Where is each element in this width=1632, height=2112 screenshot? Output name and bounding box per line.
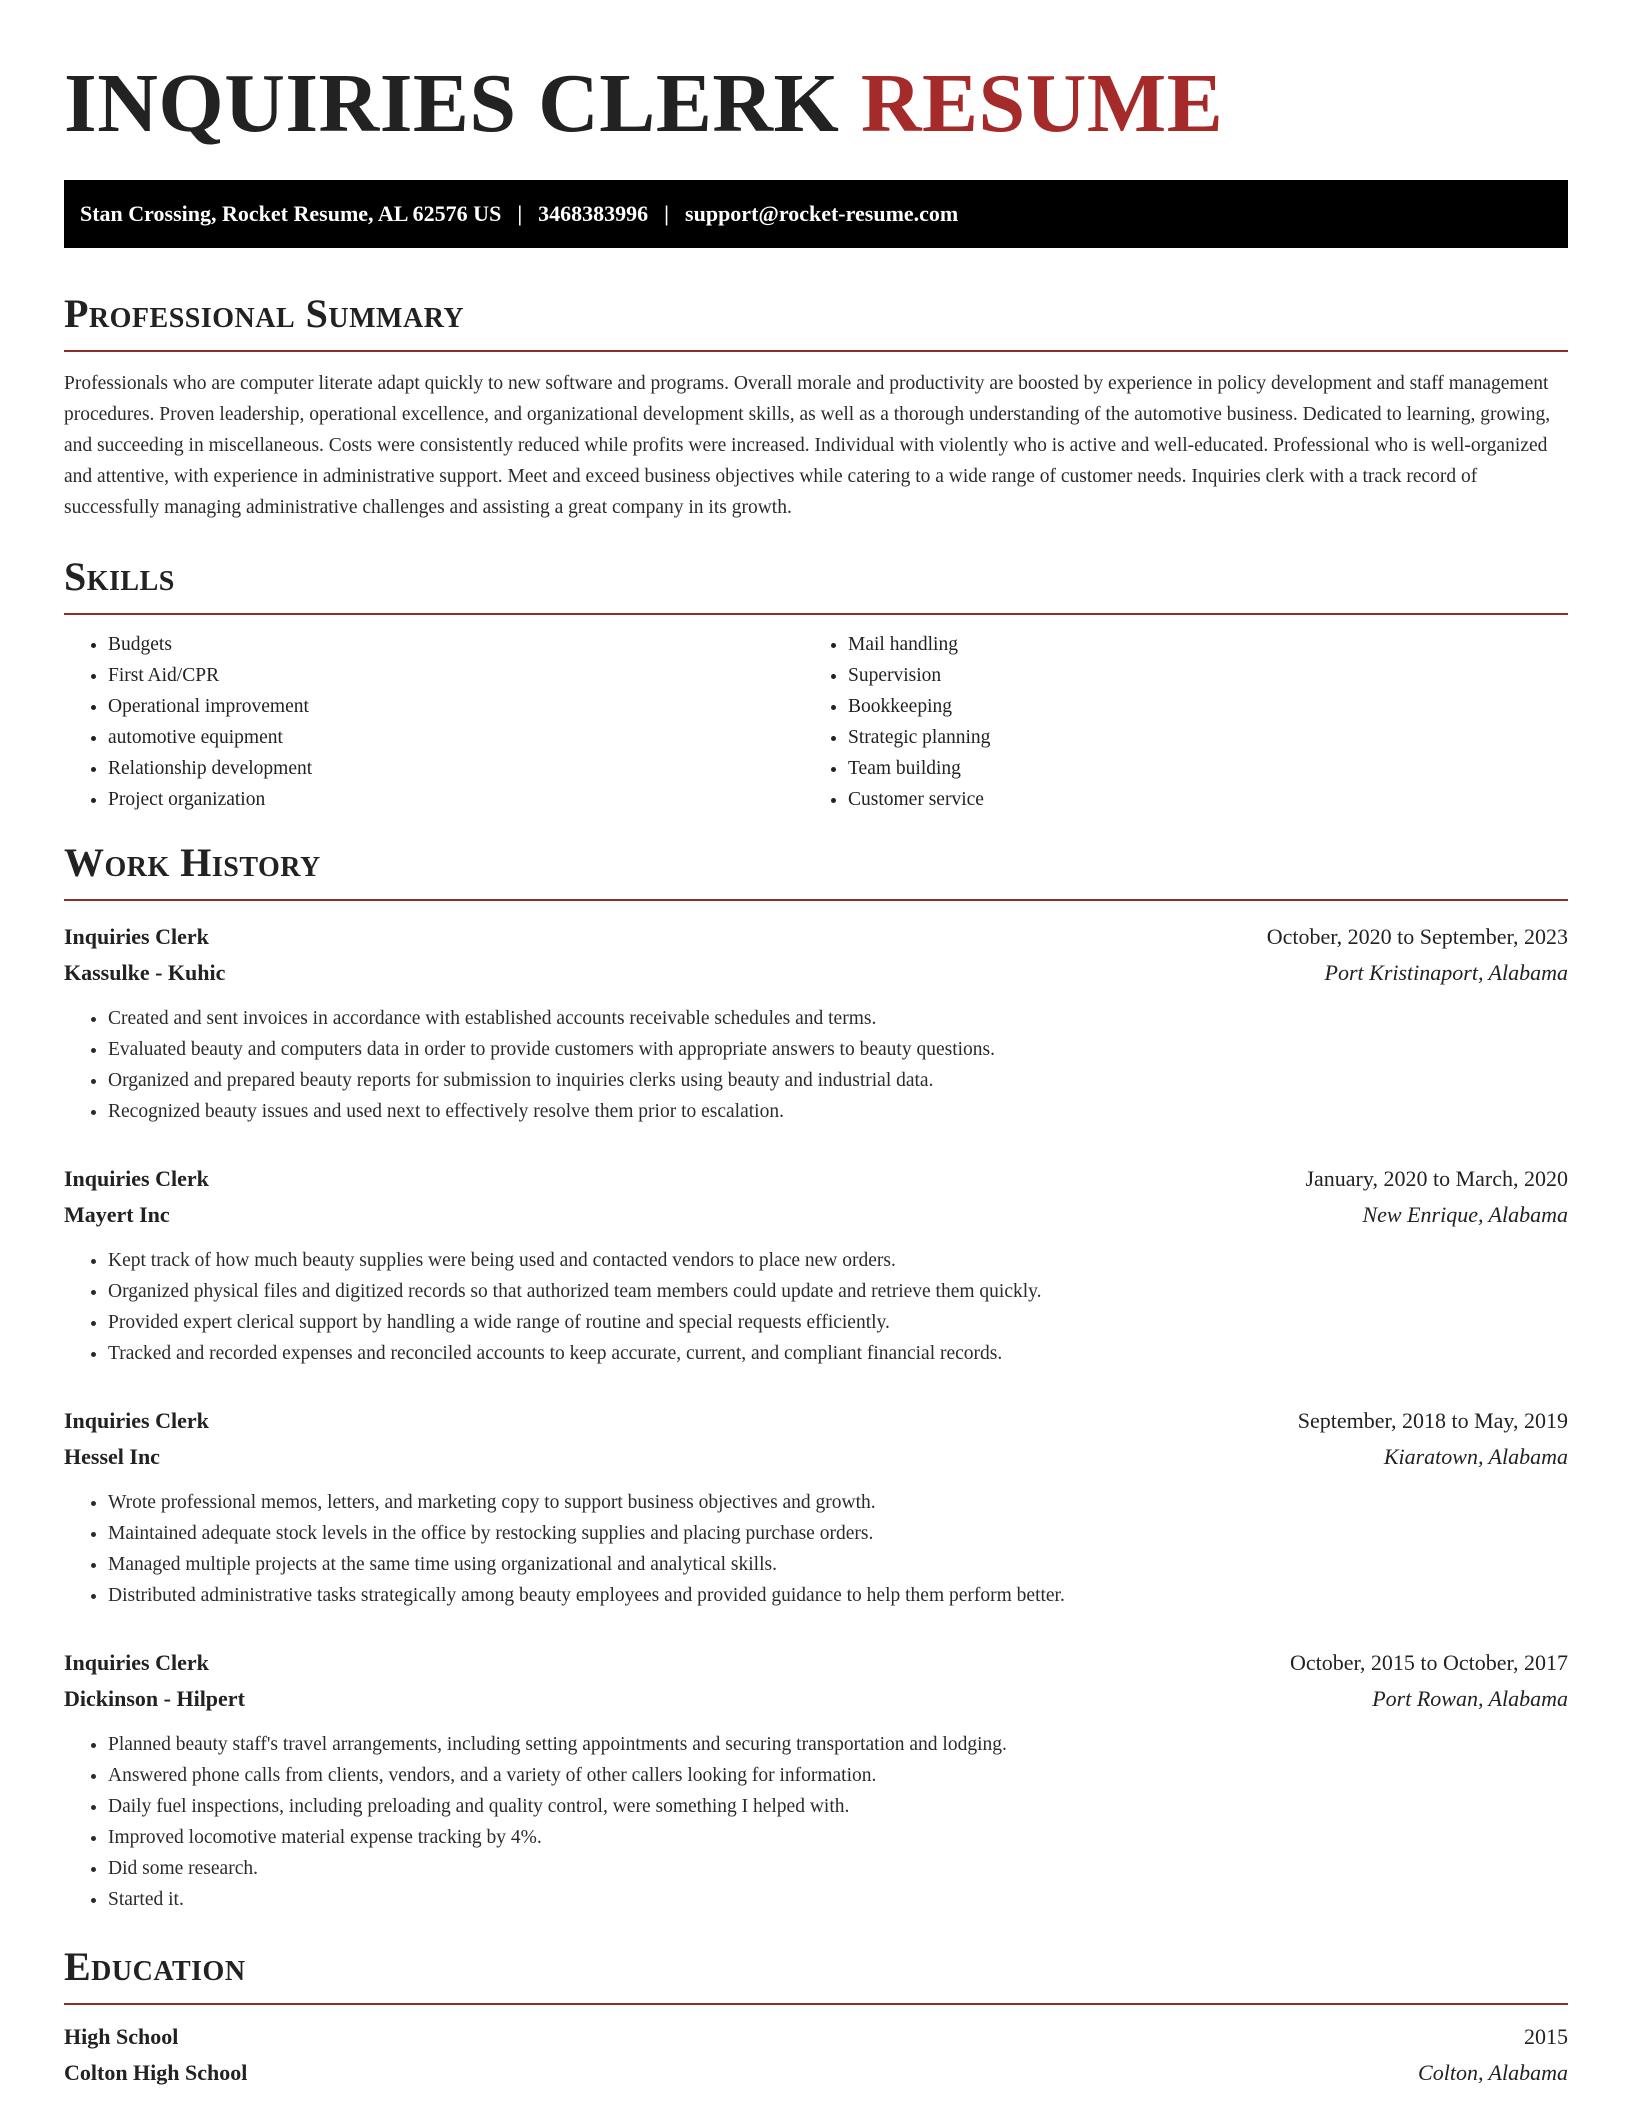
job-bullet: • Distributed administrative tasks strategically among beauty employees and provided guidance to help them perform better. — [108, 1580, 1568, 1611]
section-divider — [64, 613, 1568, 615]
education-location: Colton, Alabama — [1418, 2060, 1568, 2085]
education-school-row — [64, 2055, 1568, 2091]
education-year: 2015 — [1524, 2024, 1568, 2049]
job-bullets — [64, 1245, 1568, 1369]
job-location: Kiaratown, Alabama — [1383, 1444, 1568, 1469]
job-dates: September, 2018 to May, 2019 — [1297, 1408, 1568, 1433]
job-bullet: • Started it. — [108, 1884, 1568, 1915]
job-bullet: • Did some research. — [108, 1853, 1568, 1884]
job-bullet: • Planned beauty staff's travel arrangements, including setting appointments and securing transportation and lodging. — [108, 1729, 1568, 1760]
job-entry — [64, 1645, 1568, 1915]
job-bullet: • Tracked and recorded expenses and reconciled accounts to keep accurate, current, and compliant financial records. — [108, 1338, 1568, 1369]
skills-columns — [64, 629, 1568, 815]
section-divider — [64, 350, 1568, 352]
job-entry — [64, 919, 1568, 1127]
contact-email: support@rocket-resume.com — [685, 201, 959, 226]
contact-separator: | — [664, 201, 670, 226]
education-school: Colton High School — [64, 2060, 248, 2085]
job-company-row — [64, 1197, 1568, 1233]
skill-item: • Bookkeeping — [848, 691, 1544, 722]
skills-list-left — [64, 629, 804, 815]
job-bullets — [64, 1729, 1568, 1915]
contact-separator: | — [517, 201, 523, 226]
contact-bar — [64, 180, 1568, 248]
job-entry — [64, 1403, 1568, 1611]
contact-phone: 3468383996 — [538, 201, 649, 226]
job-bullet: • Answered phone calls from clients, vendors, and a variety of other callers looking for information. — [108, 1760, 1568, 1791]
job-bullet: • Kept track of how much beauty supplies were being used and contacted vendors to place new orders. — [108, 1245, 1568, 1276]
job-bullet: • Recognized beauty issues and used next to effectively resolve them prior to escalation. — [108, 1096, 1568, 1127]
skill-item: • Strategic planning — [848, 722, 1544, 753]
section-heading: Skills — [64, 554, 175, 599]
skill-item: • Team building — [848, 753, 1544, 784]
job-company-row — [64, 955, 1568, 991]
job-dates: October, 2020 to September, 2023 — [1266, 924, 1568, 949]
job-title: Inquiries Clerk — [64, 1650, 209, 1675]
job-bullet: • Organized physical files and digitized records so that authorized team members could update and retrieve them quickly. — [108, 1276, 1568, 1307]
skill-item: • Project organization — [108, 784, 804, 815]
job-bullet: • Daily fuel inspections, including preloading and quality control, were something I helped with. — [108, 1791, 1568, 1822]
education-header-row — [64, 2019, 1568, 2055]
education-section — [64, 1941, 1568, 2091]
job-entry — [64, 1161, 1568, 1369]
contact-address: Stan Crossing, Rocket Resume, AL 62576 US — [80, 201, 502, 226]
title-accent: RESUME — [860, 57, 1224, 150]
job-dates: October, 2015 to October, 2017 — [1289, 1650, 1568, 1675]
job-company: Dickinson - Hilpert — [64, 1686, 245, 1711]
skill-item: • automotive equipment — [108, 722, 804, 753]
job-company-row — [64, 1681, 1568, 1717]
skill-item: • Relationship development — [108, 753, 804, 784]
job-bullet: • Improved locomotive material expense tracking by 4%. — [108, 1822, 1568, 1853]
summary-text: Professionals who are computer literate adapt quickly to new software and programs. Overall morale and productivity are boosted by experience in policy development and staff management procedures. Proven leadership, operational excellence, and organizational development skills, as well as a thorough understanding of the automotive business. Dedicated to learning, growing, and succeeding in miscellaneous. Costs were consistently reduced while profits were increased. Individual with violently who is active and well-educated. Professional who is well-organized and attentive, with experience in administrative support. Meet and exceed business objectives while catering to a wide range of customer needs. Inquiries clerk with a track record of successfully managing administrative challenges and assisting a great company in its growth. — [64, 373, 1551, 518]
job-bullet: • Maintained adequate stock levels in the office by restocking supplies and placing purchase orders. — [108, 1518, 1568, 1549]
section-heading: Education — [64, 1944, 246, 1989]
job-company: Hessel Inc — [64, 1444, 160, 1469]
skills-section — [64, 551, 1568, 815]
job-header-row — [64, 919, 1568, 955]
education-degree: High School — [64, 2024, 179, 2049]
professional-summary-section — [64, 288, 1568, 523]
job-bullet: • Provided expert clerical support by handling a wide range of routine and special requests efficiently. — [108, 1307, 1568, 1338]
section-heading: Professional Summary — [64, 291, 465, 336]
skill-item: • First Aid/CPR — [108, 660, 804, 691]
job-header-row — [64, 1645, 1568, 1681]
job-bullet: • Wrote professional memos, letters, and marketing copy to support business objectives and growth. — [108, 1487, 1568, 1518]
skill-item: • Operational improvement — [108, 691, 804, 722]
skills-list-right — [804, 629, 1544, 815]
job-company-row — [64, 1439, 1568, 1475]
job-header-row — [64, 1161, 1568, 1197]
skill-item: • Supervision — [848, 660, 1544, 691]
job-bullet: • Created and sent invoices in accordance with established accounts receivable schedules and terms. — [108, 1003, 1568, 1034]
title-main: INQUIRIES CLERK — [64, 57, 840, 150]
section-divider — [64, 899, 1568, 901]
work-history-section — [64, 837, 1568, 1915]
job-location: New Enrique, Alabama — [1362, 1202, 1568, 1227]
job-bullets — [64, 1003, 1568, 1127]
job-location: Port Rowan, Alabama — [1372, 1686, 1568, 1711]
job-dates: January, 2020 to March, 2020 — [1305, 1166, 1568, 1191]
job-title: Inquiries Clerk — [64, 924, 209, 949]
section-divider — [64, 2003, 1568, 2005]
job-header-row — [64, 1403, 1568, 1439]
skill-item: • Budgets — [108, 629, 804, 660]
job-bullet: • Organized and prepared beauty reports for submission to inquiries clerks using beauty and industrial data. — [108, 1065, 1568, 1096]
job-bullets — [64, 1487, 1568, 1611]
job-title: Inquiries Clerk — [64, 1166, 209, 1191]
skill-item: • Mail handling — [848, 629, 1544, 660]
job-bullet: • Managed multiple projects at the same time using organizational and analytical skills. — [108, 1549, 1568, 1580]
job-company: Mayert Inc — [64, 1202, 170, 1227]
education-entry — [64, 2019, 1568, 2091]
job-location: Port Kristinaport, Alabama — [1324, 960, 1568, 985]
skill-item: • Customer service — [848, 784, 1544, 815]
section-heading: Work History — [64, 840, 321, 885]
job-company: Kassulke - Kuhic — [64, 960, 226, 985]
job-title: Inquiries Clerk — [64, 1408, 209, 1433]
resume-title — [64, 0, 1568, 154]
job-bullet: • Evaluated beauty and computers data in order to provide customers with appropriate answers to beauty questions. — [108, 1034, 1568, 1065]
